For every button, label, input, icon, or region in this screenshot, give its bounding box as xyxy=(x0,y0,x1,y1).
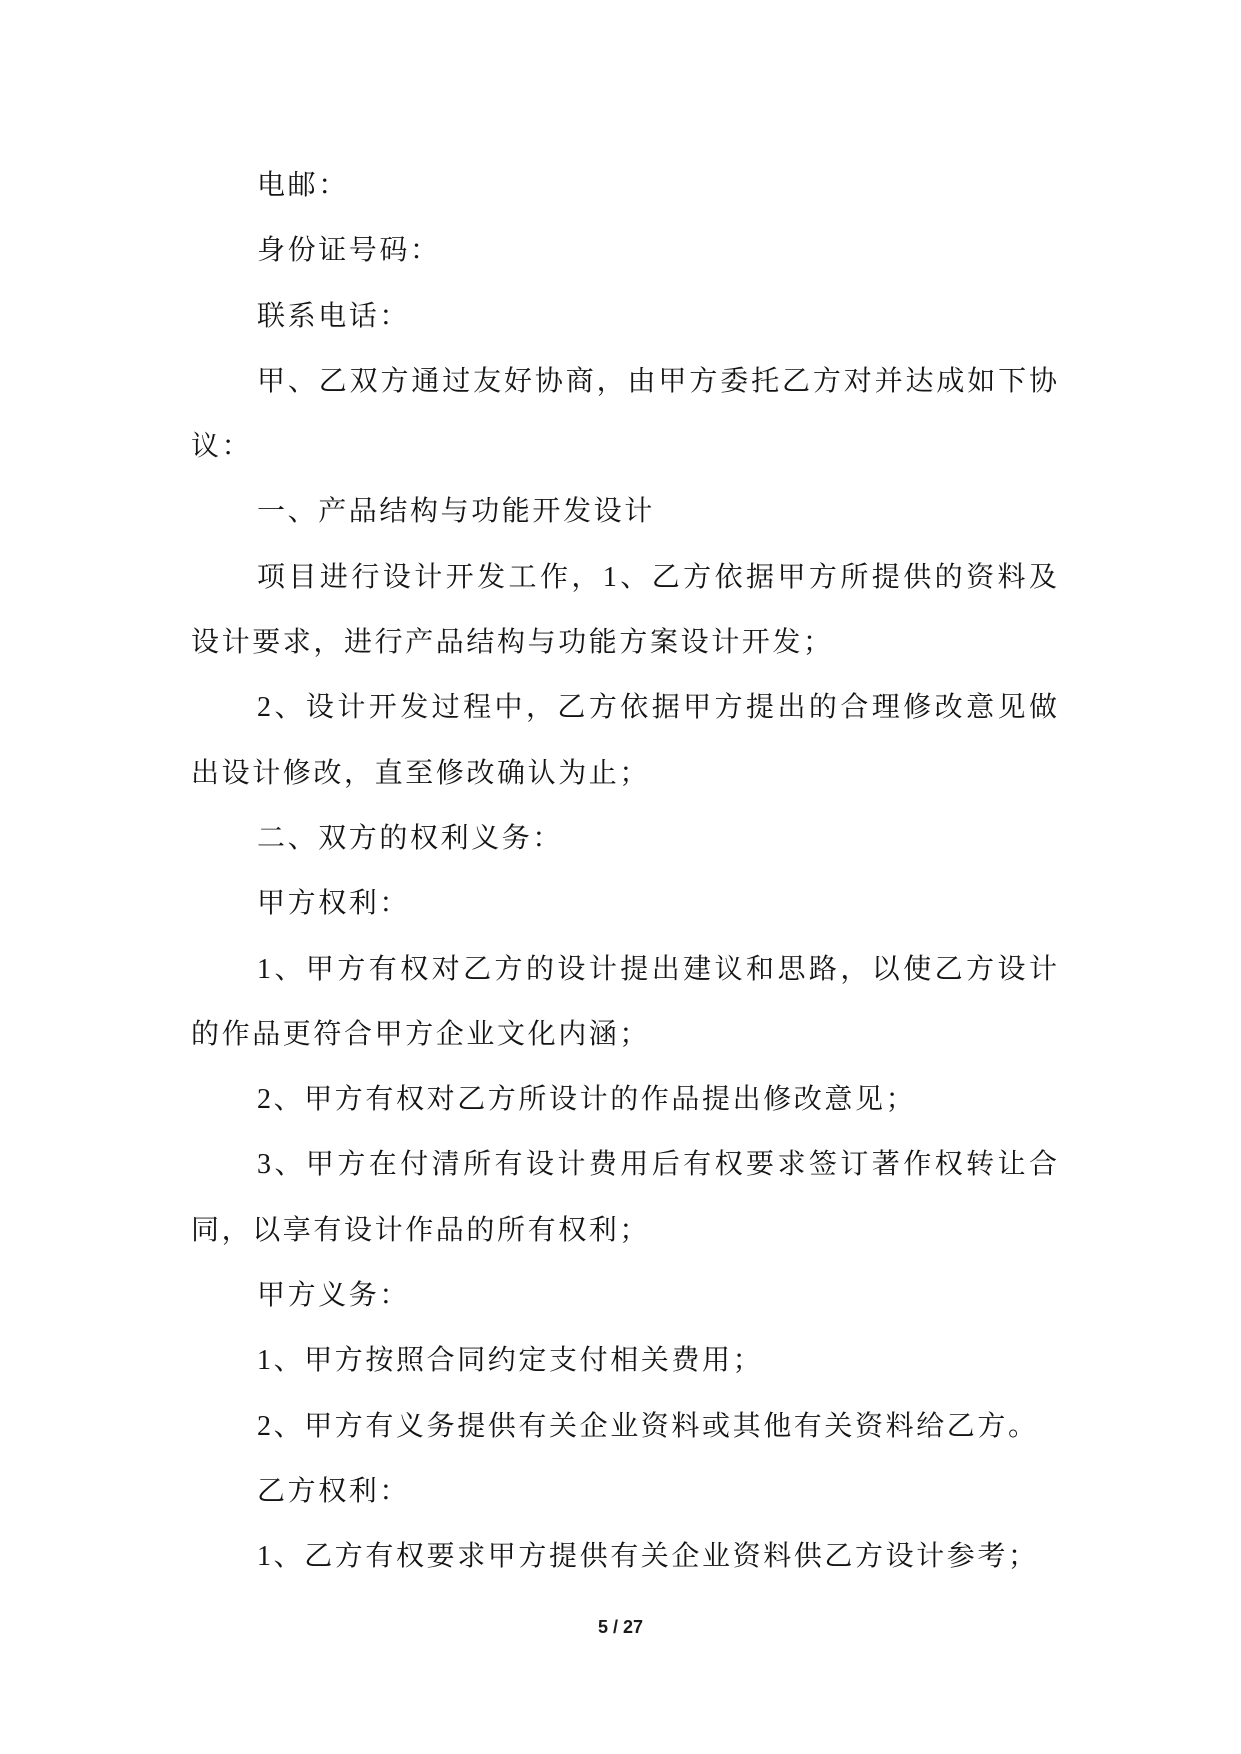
section-heading-rights xyxy=(191,806,1057,871)
text-line: 一、产品结构与功能开发设计 xyxy=(257,496,655,528)
text-line: 2、甲方有义务提供有关企业资料或其他有关资料给乙方。 xyxy=(257,1410,1039,1442)
text-line: 2、设计开发过程中，乙方依据甲方提出的合理修改意见做 xyxy=(257,692,1057,724)
text-line: 的作品更符合甲方企业文化内涵； xyxy=(191,1018,651,1050)
paragraph-party-a-obligation-1 xyxy=(191,1328,1057,1393)
text-line: 出设计修改，直至修改确认为止； xyxy=(191,757,651,789)
paragraph-party-a-obligation-2 xyxy=(191,1394,1057,1459)
text-line: 同，以享有设计作品的所有权利； xyxy=(191,1214,651,1246)
paragraph-agreement-intro xyxy=(191,349,1057,480)
subheading-party-a-rights xyxy=(191,871,1057,936)
text-line: 甲方权利： xyxy=(257,888,411,920)
paragraph-party-a-right-1 xyxy=(191,937,1057,1068)
text-line: 乙方权利： xyxy=(257,1475,411,1507)
subheading-party-a-obligations xyxy=(191,1263,1057,1328)
text-line: 1、乙方有权要求甲方提供有关企业资料供乙方设计参考； xyxy=(257,1541,1039,1573)
paragraph-party-b-right-1 xyxy=(191,1524,1057,1589)
paragraph-phone xyxy=(191,284,1057,349)
text-line: 1、甲方按照合同约定支付相关费用； xyxy=(257,1345,764,1377)
subheading-party-b-rights xyxy=(191,1459,1057,1524)
text-line: 2、甲方有权对乙方所设计的作品提出修改意见； xyxy=(257,1084,917,1116)
text-line: 身份证号码： xyxy=(257,235,441,267)
text-line: 电邮： xyxy=(257,170,349,201)
paragraph-design-item-2 xyxy=(191,675,1057,806)
text-line: 二、双方的权利义务： xyxy=(257,822,564,854)
text-line: 议： xyxy=(191,431,253,463)
text-line: 甲方义务： xyxy=(257,1280,411,1312)
paragraph-id-number xyxy=(191,218,1057,283)
text-line: 联系电话： xyxy=(257,300,411,332)
text-line: 1、甲方有权对乙方的设计提出建议和思路，以使乙方设计 xyxy=(257,953,1057,985)
text-line: 项目进行设计开发工作，1、乙方依据甲方所提供的资料及 xyxy=(257,561,1057,593)
text-line: 设计要求，进行产品结构与功能方案设计开发； xyxy=(191,627,834,659)
paragraph-email xyxy=(191,153,1057,218)
paragraph-party-a-right-2 xyxy=(191,1067,1057,1132)
paragraph-design-item-1 xyxy=(191,545,1057,676)
page-number: 5 / 27 xyxy=(597,1617,644,1637)
text-line: 3、甲方在付清所有设计费用后有权要求签订著作权转让合 xyxy=(257,1149,1057,1181)
text-line: 甲、乙双方通过友好协商，由甲方委托乙方对并达成如下协 xyxy=(257,365,1057,397)
paragraph-party-a-right-3 xyxy=(191,1132,1057,1263)
section-heading-design xyxy=(191,479,1057,544)
document-body xyxy=(191,153,1057,1590)
